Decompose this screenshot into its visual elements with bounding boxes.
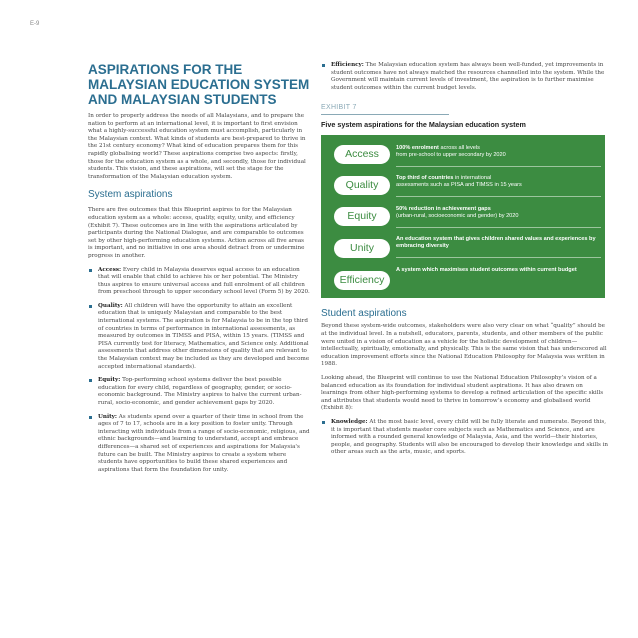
aspiration-desc-quality	[396, 175, 601, 189]
student-aspirations-list	[321, 419, 611, 457]
page-title: ASPIRATIONS FOR THE MALAYSIAN EDUCATION SYSTEM AND MALAYSIAN STUDENTS	[88, 62, 310, 107]
aspiration-label-access: Access	[334, 145, 390, 164]
aspiration-highlight: A system which maximises student outcomes within current budget	[396, 267, 577, 274]
left-column	[88, 62, 310, 474]
bullet-term: Unity:	[98, 413, 117, 420]
aspiration-highlight: An education system that gives children shared values and experiences by embracing diversity	[396, 236, 596, 250]
aspiration-text: in international	[453, 175, 492, 182]
bullet-text: Every child in Malaysia deserves equal access to an education that will enable that child to achieve his or her potential. The Ministry thus aspires to ensure universal access and full enrolment of all children from preschool through to upper secondary school level (Form 5) by 2020.	[98, 266, 310, 296]
aspiration-desc-unity	[396, 236, 601, 250]
bullet-text: At the most basic level, every child will be fully literate and numerate. Beyond this, it is important that students master core subjects such as Mathematics and Science, and are informed with a rounded general knowledge of Malaysia, Asia, and the world—their histories, people, and geography. Students will also be encouraged to develop their knowledge and skills in other areas such as the arts, music, and sports.	[331, 418, 609, 456]
bullet-square-icon	[89, 305, 92, 308]
aspiration-divider	[396, 196, 601, 197]
intro-paragraph: In order to properly address the needs of all Malaysians, and to prepare the nation to perform at an international level, it is important to first envision what a highly-successful education system must accomplish, particularly in the Malaysian context. What kinds of students are best-prepared to thrive in the 21st century economy? What kind of education prepares them for this rapidly globalising world? These aspirations comprise two aspects: firstly, those for the education system as a whole, and secondly, those for individual students. This vision, and these aspirations, will set the stage for the transformation of the Malaysian education system.	[88, 113, 306, 180]
list-item	[321, 419, 611, 457]
list-item	[88, 303, 310, 371]
aspiration-label-efficiency: Efficiency	[334, 271, 390, 290]
aspiration-desc-access	[396, 145, 601, 159]
exhibit-label: EXHIBIT 7	[321, 104, 357, 112]
bullet-term: Access:	[98, 266, 122, 273]
system-aspirations-heading: System aspirations	[88, 189, 173, 201]
aspiration-highlight: 100% enrolment	[396, 145, 439, 152]
list-item	[88, 267, 310, 297]
bullet-text: The Malaysian education system has always been well-funded, yet improvements in student outcomes have not always matched the resources channelled into the system. While the Government will maintain current levels of investment, the aspiration is to further maximise student outcomes within the current budget levels.	[331, 62, 605, 91]
list-item	[88, 414, 310, 475]
aspiration-text: across all levels	[438, 145, 480, 152]
exhibit-divider	[321, 114, 449, 115]
student-aspirations-paragraph-2: Looking ahead, the Blueprint will continue to use the National Education Philosophy’s vision of a balanced education as its foundation for individual student aspirations. It has also drawn on learnings from other high-performing systems to develop a refined articulation of the specific skills and attributes that students would need to thrive in tomorrow’s economy and globalised world (Exhibit 8):	[321, 374, 604, 412]
bullet-text: All children will have the opportunity to attain an excellent education that is uniquely Malaysian and comparable to the best international systems. The aspiration is for Malaysia to be in the top third of countries in terms of performance in international assessments, as measured by outcomes in TIMSS and PISA, within 15 years. (TIMSS and PISA currently test for literacy, Mathematics, and Science only. Additional assessments that address other dimensions of quality that are relevant to the Malaysian context may be included as they are developed and become accepted international standards).	[98, 302, 310, 370]
bullet-text: Top-performing school systems deliver the best possible education for every child, regardless of geography, gender, or socio-economic background. The Ministry aspires to halve the current urban-rural, socio-economic, and gender achievement gaps by 2020.	[98, 377, 302, 406]
list-item	[321, 62, 611, 92]
aspiration-divider	[396, 227, 601, 228]
aspiration-text-line2: from pre-school to upper secondary by 2020	[396, 152, 506, 159]
bullet-text: As students spend over a quarter of their time in school from the ages of 7 to 17, schools are in a key position to foster unity. Through interacting with individuals from a range of socio-economic, religious, and ethnic backgrounds—and learning to understand, accept and embrace differences—a shared set of experiences and aspirations for Malaysia's future can be built. The Ministry aspires to create a system where students have opportunities to build these shared experiences and aspirations that form the foundation for unity.	[98, 413, 310, 473]
aspiration-highlight: Top third of countries	[396, 175, 454, 182]
bullet-square-icon	[89, 379, 92, 382]
bullet-term: Equity:	[98, 377, 121, 384]
aspiration-divider	[396, 166, 601, 167]
aspiration-highlight: 50% reduction in achievement gaps	[396, 206, 491, 213]
page-number: E-9	[30, 21, 40, 27]
bullet-square-icon	[89, 269, 92, 272]
bullet-term: Knowledge:	[331, 418, 368, 425]
student-aspirations-heading: Student aspirations	[321, 308, 407, 320]
system-aspirations-list	[88, 267, 310, 475]
bullet-square-icon	[322, 421, 325, 424]
exhibit-figure	[321, 135, 605, 298]
aspiration-desc-equity	[396, 206, 601, 220]
aspiration-text-line2: (urban-rural, socioeconomic and gender) by 2020	[396, 213, 519, 220]
aspiration-label-unity: Unity	[334, 239, 390, 258]
aspiration-desc-efficiency	[396, 267, 601, 274]
system-aspirations-paragraph: There are five outcomes that this Blueprint aspires to for the Malaysian education system as a whole: access, quality, equity, unity, and efficiency (Exhibit 7). These outcomes are in line with the aspirations articulated by participants during the National Dialogue, and are comparable to outcomes set by other high-performing education systems. Action across all five areas is important, and no initiative in one area should detract from or undermine progress in another.	[88, 207, 305, 259]
bullet-term: Quality:	[98, 302, 123, 309]
bullet-square-icon	[89, 416, 92, 419]
exhibit-title: Five system aspirations for the Malaysian education system	[321, 120, 526, 130]
aspiration-label-equity: Equity	[334, 207, 390, 226]
aspiration-label-quality: Quality	[334, 176, 390, 195]
bullet-term: Efficiency:	[331, 62, 364, 68]
list-item	[88, 377, 310, 407]
right-column	[321, 62, 611, 457]
aspiration-divider	[396, 257, 601, 258]
aspiration-text-line2: assessments such as PISA and TIMSS in 15 years	[396, 182, 522, 189]
student-aspirations-paragraph-1: Beyond these system-wide outcomes, stakeholders were also very clear on what “quality” should be at the individual level. In a nutshell, educators, parents, students, and other members of the public were united in a vision of education as a vehicle for the holistic development of children—intellectually, spiritually, emotionally, and physically. This is the same vision that has underscored all education improvement efforts since the National Education Philosophy for Malaysia was written in 1988.	[321, 323, 607, 368]
efficiency-list	[321, 62, 611, 92]
bullet-square-icon	[322, 64, 325, 67]
